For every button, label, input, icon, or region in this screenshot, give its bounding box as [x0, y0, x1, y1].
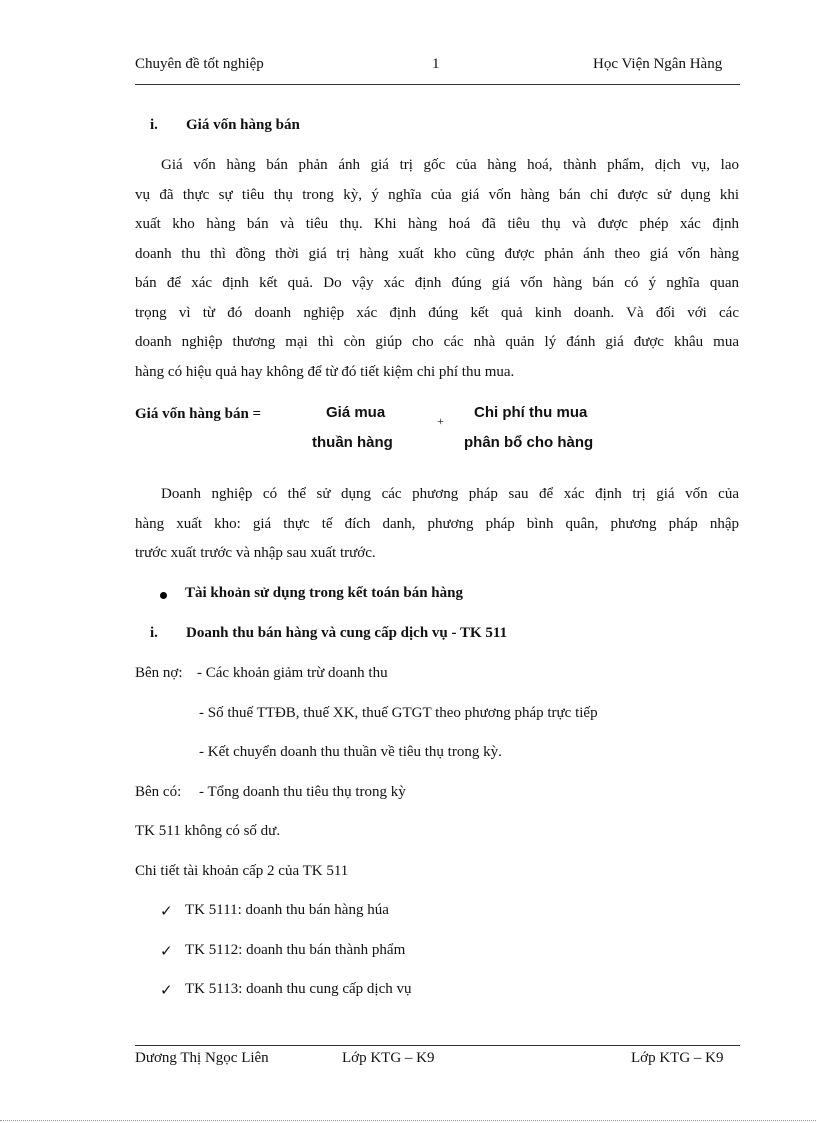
- paragraph-line: doanh nghiệp thương mại thì còn giúp cho các nhà quản lý đánh giá được khâu mua: [135, 334, 739, 350]
- paragraph-line: trọng vì từ đó doanh nghiệp xác định đúng kết quả kinh doanh. Và đối với các: [135, 304, 739, 321]
- formula-term1-line2: thuần hàng: [312, 434, 393, 451]
- header-rule: [135, 84, 740, 85]
- detail-heading: Chi tiết tài khoản cấp 2 của TK 511: [135, 863, 349, 879]
- paragraph-line: hàng có hiệu quả hay không để từ đó tiết kiệm chi phí thu mua.: [135, 363, 515, 380]
- debit-label: Bên nợ:: [135, 665, 183, 681]
- page-number: 1: [432, 56, 440, 72]
- paragraph-line: vụ đã thực sự tiêu thụ trong kỳ, ý nghĩa của giá vốn hàng bán chỉ được sử dụng khi: [135, 186, 739, 203]
- paragraph-line: Giá vốn hàng bán phản ánh giá trị gốc của hàng hoá, thành phẩm, dịch vụ, lao: [161, 157, 739, 173]
- bullet-icon: [160, 592, 167, 599]
- paragraph-cost-of-goods: [135, 151, 739, 387]
- formula-term1-line1: Giá mua: [326, 404, 386, 421]
- checkmark-icon: ✓: [160, 981, 173, 999]
- paragraph-line: bán để xác định kết quả. Do vậy xác định đúng giá vốn hàng bán có ý nghĩa quan: [135, 275, 739, 291]
- paragraph-valuation-methods: [135, 480, 739, 569]
- header-right: Học Viện Ngân Hàng: [593, 56, 723, 72]
- formula-term2-line1: Chi phí thu mua: [474, 404, 588, 421]
- section-title: Doanh thu bán hàng và cung cấp dịch vụ - TK 511: [186, 625, 508, 641]
- paragraph-line: hàng xuất kho: giá thực tế đích danh, phương pháp bình quân, phương pháp nhập: [135, 515, 739, 532]
- paragraph-line: doanh thu thì đồng thời giá trị hàng xuất kho cũng được phản ánh theo giá vốn hàng: [135, 245, 739, 262]
- footer-class-right: Lớp KTG – K9: [631, 1050, 724, 1066]
- debit-item: - Kết chuyển doanh thu thuần về tiêu thụ trong kỳ.: [199, 744, 502, 760]
- no-balance-note: TK 511 không có số dư.: [135, 823, 281, 839]
- footer-rule: [135, 1045, 740, 1046]
- section-marker: i.: [150, 625, 158, 641]
- accounts-heading: Tài khoản sử dụng trong kết toán bán hàng: [185, 585, 463, 601]
- formula-term2-line2: phân bổ cho hàng: [464, 434, 594, 451]
- footer-class: Lớp KTG – K9: [342, 1050, 435, 1066]
- credit-label: Bên có:: [135, 784, 182, 800]
- header-left: Chuyên đề tốt nghiệp: [135, 56, 264, 72]
- section-title: Giá vốn hàng bán: [186, 117, 300, 133]
- page-edge-divider: [0, 1120, 816, 1121]
- paragraph-line: Doanh nghiệp có thể sử dụng các phương pháp sau để xác định trị giá vốn của: [161, 486, 739, 502]
- sub-account-item: TK 5113: doanh thu cung cấp dịch vụ: [185, 981, 412, 997]
- sub-account-item: TK 5112: doanh thu bán thành phẩm: [185, 942, 406, 958]
- formula-lhs: Giá vốn hàng bán =: [135, 406, 262, 422]
- debit-item: - Số thuế TTĐB, thuế XK, thuế GTGT theo phương pháp trực tiếp: [199, 705, 598, 721]
- paragraph-line: xuất kho hàng bán và tiêu thụ. Khi hàng hoá đã tiêu thụ và được phép xác định: [135, 216, 739, 232]
- footer-author: Dương Thị Ngọc Liên: [135, 1050, 269, 1066]
- sub-account-item: TK 5111: doanh thu bán hàng húa: [185, 902, 389, 918]
- section-marker: i.: [150, 117, 158, 133]
- credit-item: - Tổng doanh thu tiêu thụ trong kỳ: [199, 784, 406, 800]
- formula-plus: +: [437, 414, 444, 428]
- checkmark-icon: ✓: [160, 942, 173, 960]
- debit-item: - Các khoản giảm trừ doanh thu: [197, 665, 388, 681]
- checkmark-icon: ✓: [160, 902, 173, 920]
- paragraph-line: trước xuất trước và nhập sau xuất trước.: [135, 545, 376, 561]
